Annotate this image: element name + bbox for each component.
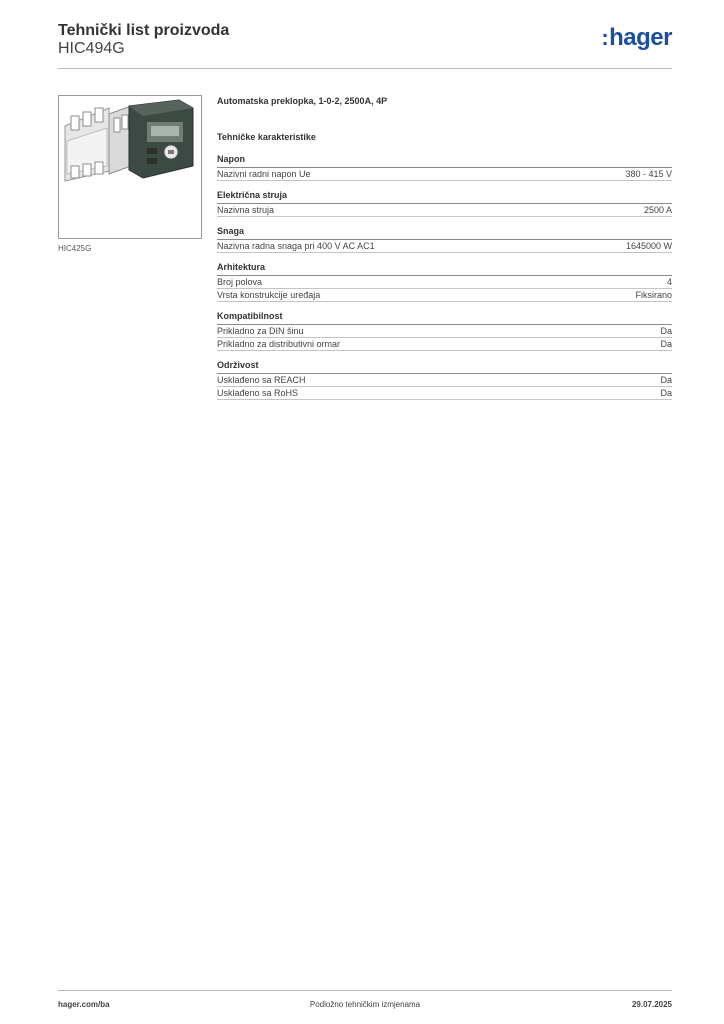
spec-group-title: Kompatibilnost (217, 311, 672, 325)
spec-group-title: Napon (217, 154, 672, 168)
spec-group (217, 311, 672, 351)
logo-text: hager (609, 24, 672, 51)
spec-group (217, 360, 672, 400)
spec-group (217, 226, 672, 253)
spec-group (217, 154, 672, 181)
spec-group (217, 190, 672, 217)
spec-row (217, 204, 672, 217)
footer-note: Podložno tehničkim izmjenama (309, 1000, 421, 1009)
product-image (58, 95, 202, 239)
spec-label: Vrsta konstrukcije uređaja (217, 290, 321, 300)
page-header (58, 20, 672, 69)
page-footer (58, 990, 672, 1013)
hager-logo (601, 26, 672, 50)
spec-label: Broj polova (217, 277, 263, 287)
spec-label: Usklađeno sa REACH (217, 375, 306, 385)
spec-label: Nazivni radni napon Ue (217, 169, 311, 179)
spec-row (217, 387, 672, 400)
spec-groups (217, 154, 672, 400)
spec-row (217, 276, 672, 289)
spec-row (217, 338, 672, 351)
spec-row (217, 325, 672, 338)
spec-value: Da (660, 326, 672, 336)
section-heading: Tehničke karakteristike (217, 132, 316, 142)
spec-label: Prikladno za distributivni ormar (217, 339, 341, 349)
product-description: Automatska preklopka, 1-0-2, 2500A, 4P (217, 96, 388, 106)
spec-value: Fiksirano (635, 290, 672, 300)
spec-label: Nazivna struja (217, 205, 275, 215)
spec-group-title: Snaga (217, 226, 672, 240)
document-title: Tehnički list proizvoda (58, 22, 230, 39)
spec-row (217, 168, 672, 181)
spec-group-title: Održivost (217, 360, 672, 374)
spec-value: 2500 A (643, 205, 672, 215)
spec-value: Da (660, 375, 672, 385)
spec-row (217, 289, 672, 302)
footer-date: 29.07.2025 (631, 1000, 672, 1009)
spec-value: 4 (666, 277, 672, 287)
spec-group-title: Električna struja (217, 190, 672, 204)
image-caption: HIC425G (58, 244, 92, 253)
footer-website: hager.com/ba (58, 1000, 110, 1009)
transfer-switch-illustration (59, 96, 201, 238)
logo-colon-icon: : (601, 25, 609, 50)
specs-content (217, 96, 672, 409)
spec-value: Da (660, 388, 672, 398)
spec-row (217, 374, 672, 387)
spec-value: Da (660, 339, 672, 349)
spec-value: 1645000 W (625, 241, 672, 251)
spec-group-title: Arhitektura (217, 262, 672, 276)
spec-row (217, 240, 672, 253)
spec-label: Nazivna radna snaga pri 400 V AC AC1 (217, 241, 375, 251)
spec-label: Usklađeno sa RoHS (217, 388, 299, 398)
spec-label: Prikladno za DIN šinu (217, 326, 304, 336)
product-code: HIC494G (58, 40, 125, 57)
spec-value: 380 - 415 V (625, 169, 672, 179)
spec-group (217, 262, 672, 302)
